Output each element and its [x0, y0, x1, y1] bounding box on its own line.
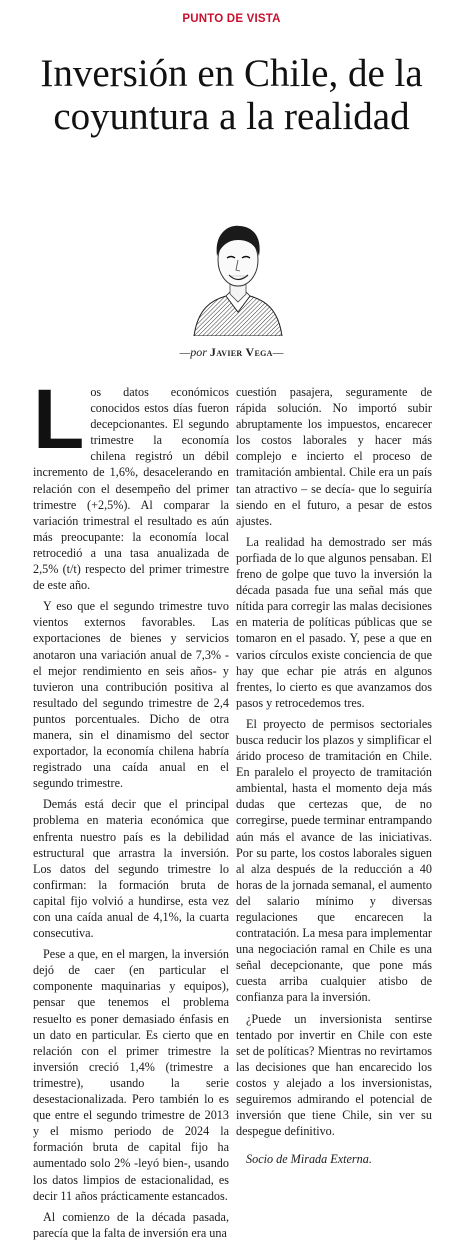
author-name: Javier Vega	[209, 345, 273, 359]
section-label: PUNTO DE VISTA	[182, 13, 281, 25]
byline	[0, 345, 463, 360]
headline: Inversión en Chile, de la coyuntura a la realidad	[40, 52, 423, 138]
byline-suffix: —	[272, 345, 284, 359]
drop-cap: L	[33, 372, 85, 466]
article-paragraph: Pese a que, en el margen, la inversión dejó de caer (en particular el componente maquinarias y equipos), pensar que tenemos el problema resuelto es poner demasiado énfasis en un dato en particular. Es cierto que en relación con el primer trimestre la inversión creció 1,4% (trimestre a trimestre), usando la serie desestacionalizada. Pero también lo es que entre el segundo trimestre de 2013 y el mismo periodo de 2024 la formación bruta de capital fijo ha aumentado solo 2% -leyó bien-, usando los datos limpios de estacionalidad, es decir 11 años prácticamente estancados.	[33, 947, 229, 1203]
author-portrait	[190, 208, 286, 336]
article-paragraph: ¿Puede un inversionista sentirse tentado por invertir en Chile con este set de políticas? Mientras no revirtamos las decisiones que han encarecido los costos y alejado a los inversionistas, seguiremos admirando el potencial de inversión que tiene Chile, sin ver su despegue definitivo.	[236, 1011, 432, 1139]
article-paragraph: Y eso que el segundo trimestre tuvo vientos externos favorables. Las exportaciones de bienes y servicios anotaron una variación anual de 7,3% -el mejor rendimiento en seis años- y tuvieron una contribución positiva al resultado del segundo trimestre de 2,4 puntos porcentuales. Dicho de otra manera, sin el dinamismo del sector exportador, la economía chilena habría registrado una caída anual en el segundo trimestre.	[33, 599, 229, 791]
byline-prefix: —por	[179, 345, 207, 359]
article-paragraph: Al comienzo de la década pasada, parecía que la falta de inversión era una	[33, 1209, 229, 1240]
author-signature: Socio de Mirada Externa.	[246, 1152, 372, 1167]
article-paragraph: El proyecto de permisos sectoriales busca reducir los plazos y simplificar el árido proceso de tramitación en Chile. En paralelo el proyecto de tramitación ambiental, hasta el momento deja más dudas que certezas que, de no corregirse, puede terminar entrampando aún más el avance de las iniciativas. Por su parte, los costos laborales siguen al alza después de la reducción a 40 horas de la jornada semanal, el aumento del salario mínimo y diversas regulaciones que encarecen la contratación. La mesa para implementar una negociación ramal en Chile es una señal decepcionante, que pone más cuesta arriba cualquier atisbo de confianza para la inversión.	[236, 716, 432, 1005]
article-column-right	[236, 384, 432, 1172]
article-paragraph: cuestión pasajera, seguramente de rápida solución. No importó subir abruptamente los impuestos, encarecer los costos laborales y hacer más complejo e incierto el proceso de tramitación ambiental. Chile era un país tan atractivo – se decía- que lo seguiría siendo en el futuro, a pesar de estos ajustes.	[236, 385, 432, 528]
article-column-left	[33, 372, 229, 1246]
article-paragraph: La realidad ha demostrado ser más porfiada de lo que algunos pensaban. El freno de golpe que tuvo la inversión la década pasada fue una señal más que nítida para corregir las malas decisiones en materia de políticas públicas que se tomaron en el pasado. Y, pese a que en varios círculos existe conciencia de que hay que echar pie atrás en algunos frentes, lo cierto es que avanzamos dos pasos y retrocedemos tres.	[236, 534, 432, 710]
article-paragraph: Los datos económicos conocidos estos días fueron decepcionantes. El segundo trimestre la economía chilena registró un débil incremento de 1,6%, desacelerando en relación con el desempeño del primer trimestre (+2,5%). Al comparar la variación trimestral el resultado es aún más preocupante: la economía local retrocedió a una tasa anualizada de 2,5% (t/t) respecto del primer trimestre de este año.	[33, 372, 229, 593]
article-paragraph: Demás está decir que el principal problema en materia económica que enfrenta nuestro país es la debilidad estructural que arrastra la inversión. Los datos del segundo trimestre lo confirman: la formación bruta de capital fijo volvió a hundirse, esta vez con una caída anual de 4,1%, la cuarta consecutiva.	[33, 797, 229, 941]
